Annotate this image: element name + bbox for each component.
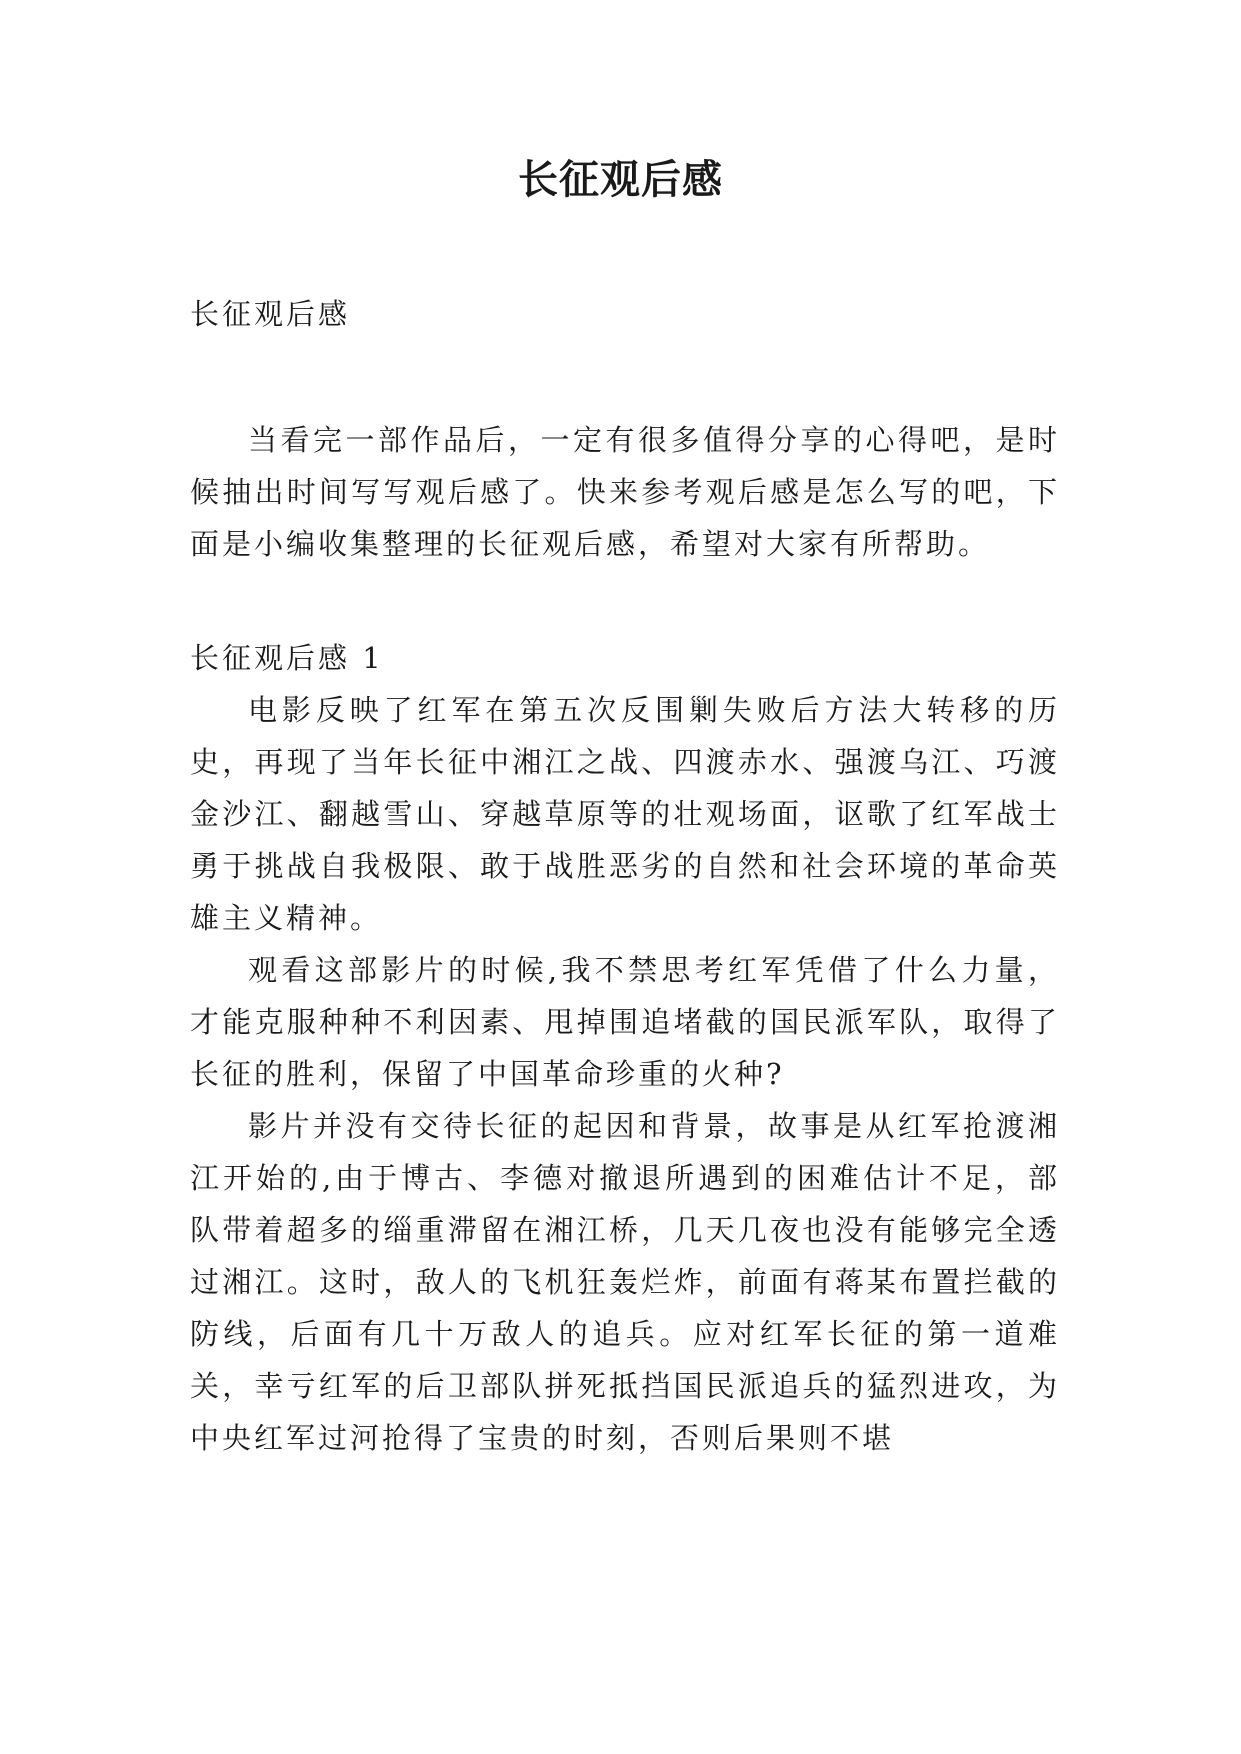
document-title: 长征观后感 bbox=[518, 156, 723, 203]
section-heading: 长征观后感 1 bbox=[190, 641, 384, 675]
document-body bbox=[190, 288, 1060, 1464]
body-paragraph-1: 电影反映了红军在第五次反围剿失败后方法大转移的历史，再现了当年长征中湘江之战、四渡赤水、强渡乌江、巧渡金沙江、翻越雪山、穿越草原等的壮观场面，讴歌了红军战士勇于挑战自我极限、敢于战胜恶劣的自然和社会环境的革命英雄主义精神。 bbox=[190, 693, 1060, 935]
intro-paragraph: 当看完一部作品后，一定有很多值得分享的心得吧，是时候抽出时间写写观后感了。快来参考观后感是怎么写的吧，下面是小编收集整理的长征观后感，希望对大家有所帮助。 bbox=[190, 423, 1060, 561]
body-paragraph-2: 观看这部影片的时候,我不禁思考红军凭借了什么力量，才能克服种种不利因素、甩掉围追堵截的国民派军队，取得了长征的胜利，保留了中国革命珍重的火种? bbox=[190, 953, 1060, 1091]
body-paragraph-3: 影片并没有交待长征的起因和背景，故事是从红军抢渡湘江开始的,由于博古、李德对撤退所遇到的困难估计不足，部队带着超多的缁重滞留在湘江桥，几天几夜也没有能够完全透过湘江。这时，敌人的飞机狂轰烂炸，前面有蒋某布置拦截的防线，后面有几十万敌人的追兵。应对红军长征的第一道难关，幸亏红军的后卫部队拼死抵挡国民派追兵的猛烈进攻，为中央红军过河抢得了宝贵的时刻，否则后果则不堪 bbox=[190, 1109, 1060, 1455]
document-subtitle: 长征观后感 bbox=[190, 297, 351, 331]
